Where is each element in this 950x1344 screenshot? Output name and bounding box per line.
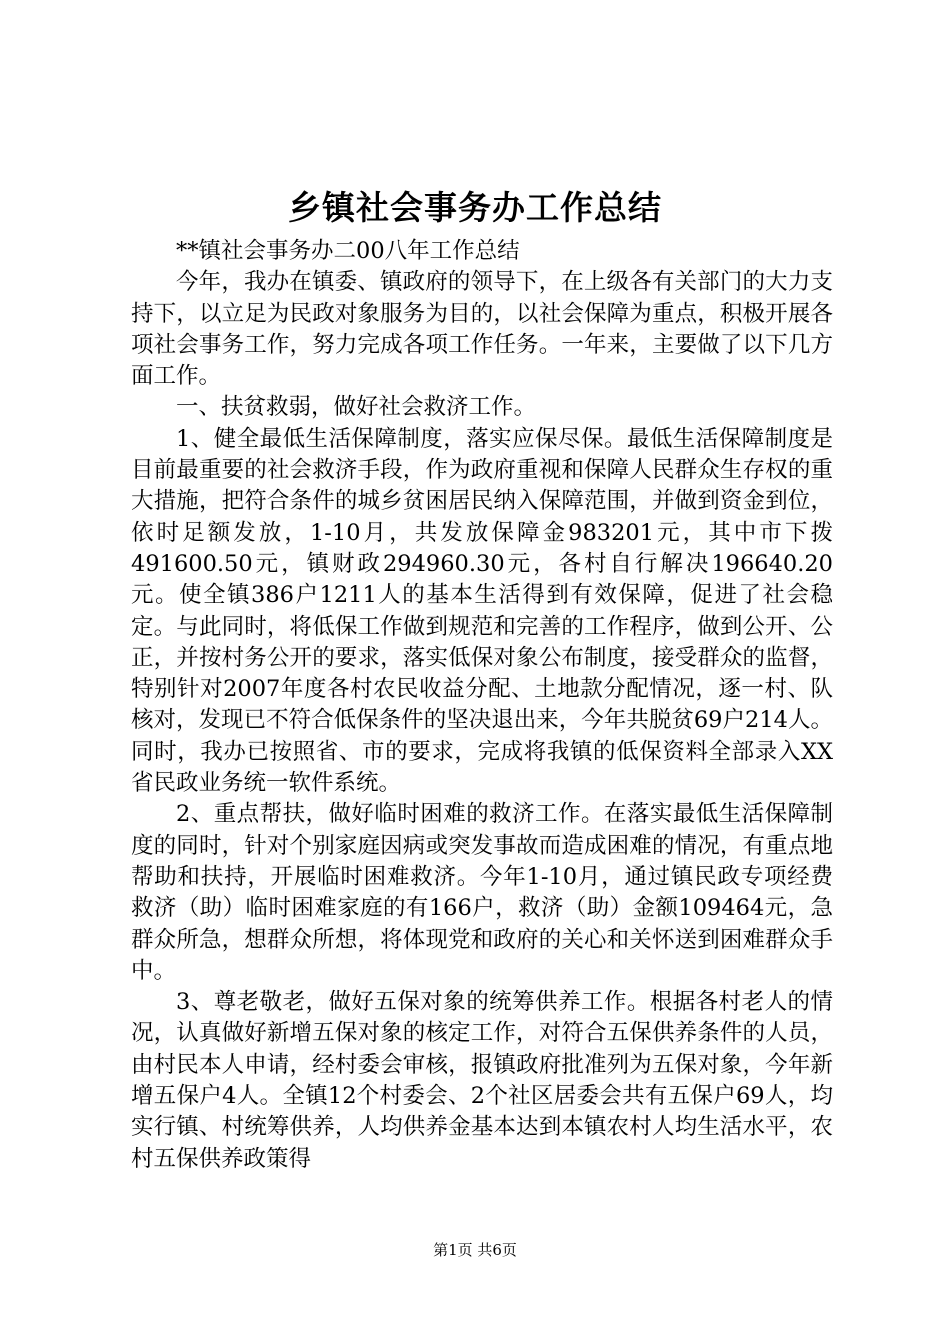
- document-body: [131, 236, 833, 1175]
- paragraph-item-2: 2、重点帮扶，做好临时困难的救济工作。在落实最低生活保障制度的同时，针对个别家庭因病或突发事故而造成困难的情况，有重点地帮助和扶持，开展临时困难救济。今年1-10月，通过镇民政专项经费救济（助）临时困难家庭的有166户，救济（助）金额109464元，急群众所急，想群众所想，将体现党和政府的关心和关怀送到困难群众手中。: [131, 801, 833, 984]
- paragraph-subtitle: **镇社会事务办二00八年工作总结: [176, 238, 520, 264]
- paragraph-item-1: 1、健全最低生活保障制度，落实应保尽保。最低生活保障制度是目前最重要的社会救济手段，作为政府重视和保障人民群众生存权的重大措施，把符合条件的城乡贫困居民纳入保障范围，并做到资金到位，依时足额发放，1-10月，共发放保障金983201元，其中市下拨491600.50元，镇财政294960.30元，各村自行解决196640.20元。使全镇386户1211人的基本生活得到有效保障，促进了社会稳定。与此同时，将低保工作做到规范和完善的工作程序，做到公开、公正，并按村务公开的要求，落实低保对象公布制度，接受群众的监督，特别针对2007年度各村农民收益分配、土地款分配情况，逐一村、队核对，发现已不符合低保条件的坚决退出来，今年共脱贫69户214人。同时，我办已按照省、市的要求，完成将我镇的低保资料全部录入XX省民政业务统一软件系统。: [131, 425, 833, 797]
- paragraph-intro: 今年，我办在镇委、镇政府的领导下，在上级各有关部门的大力支持下，以立足为民政对象服务为目的，以社会保障为重点，积极开展各项社会事务工作，努力完成各项工作任务。一年来，主要做了以下几方面工作。: [131, 269, 833, 390]
- page-footer: 第1页 共6页: [433, 1241, 517, 1259]
- paragraph-section-heading: 一、扶贫救弱，做好社会救济工作。: [176, 394, 537, 421]
- paragraph-item-3: 3、尊老敬老，做好五保对象的统筹供养工作。根据各村老人的情况，认真做好新增五保对象的核定工作，对符合五保供养条件的人员，由村民本人申请，经村委会审核，报镇政府批准列为五保对象，今年新增五保户4人。全镇12个村委会、2个社区居委会共有五保户69人，均实行镇、村统筹供养，人均供养金基本达到本镇农村人均生活水平，农村五保供养政策得: [131, 989, 833, 1172]
- document-title: 乡镇社会事务办工作总结: [288, 188, 662, 227]
